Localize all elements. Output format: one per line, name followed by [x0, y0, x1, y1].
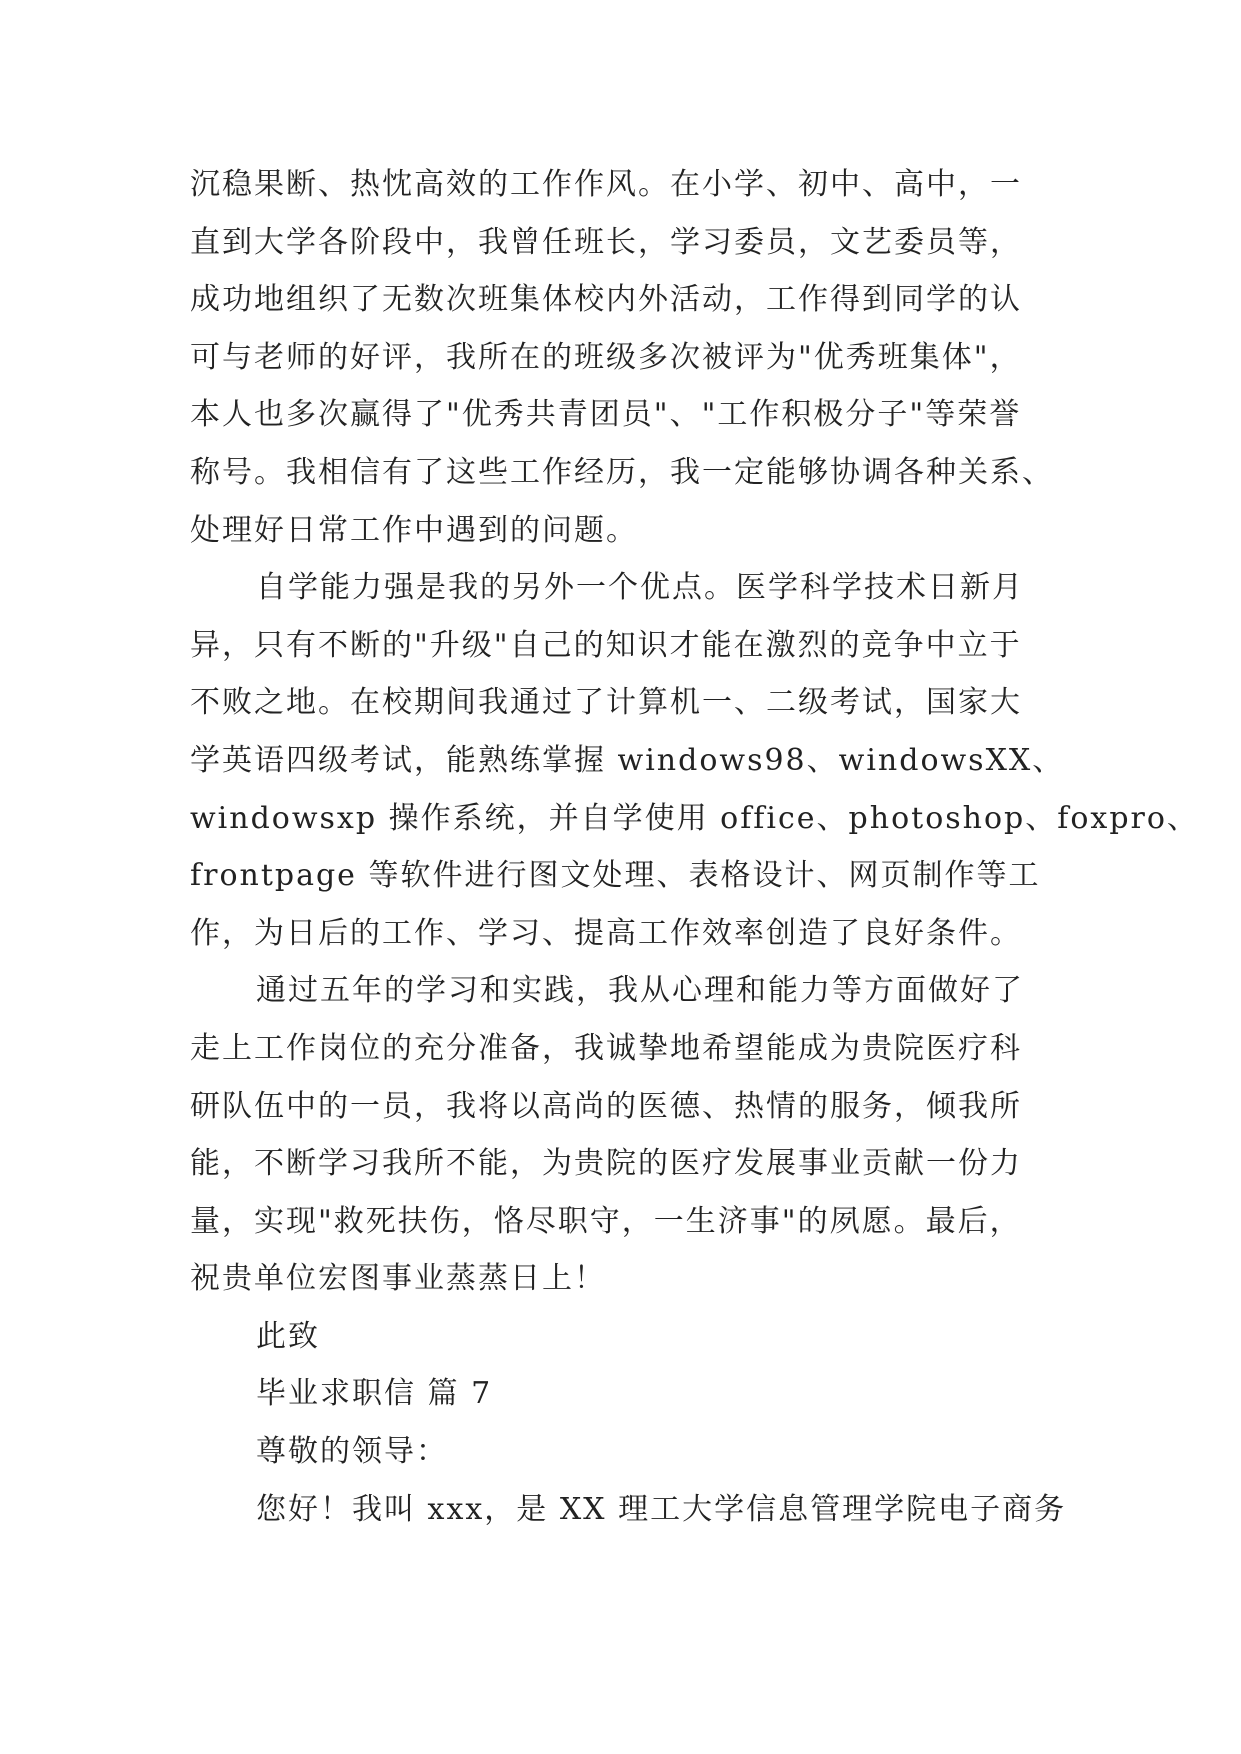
text-line: 学英语四级考试，能熟练掌握 windows98、windowsXX、 [190, 742, 1065, 778]
text-line: 成功地组织了无数次班集体校内外活动，工作得到同学的认 [190, 282, 1022, 318]
text-line: 通过五年的学习和实践，我从心理和能力等方面做好了 [256, 973, 1024, 1009]
text-line: 作，为日后的工作、学习、提高工作效率创造了良好条件。 [190, 915, 1022, 951]
text-line: frontpage 等软件进行图文处理、表格设计、网页制作等工 [190, 858, 1041, 894]
text-line: 直到大学各阶段中，我曾任班长，学习委员，文艺委员等， [190, 224, 1022, 260]
text-line: 可与老师的好评，我所在的班级多次被评为"优秀班集体"， [190, 339, 1022, 375]
text-line: 此致 [256, 1318, 320, 1354]
text-line: 量，实现"救死扶伤，恪尽职守，一生济事"的夙愿。最后， [190, 1203, 1022, 1239]
text-line: 不败之地。在校期间我通过了计算机一、二级考试，国家大 [190, 685, 1022, 721]
text-line: 处理好日常工作中遇到的问题。 [190, 512, 638, 548]
text-line: 尊敬的领导： [256, 1434, 448, 1470]
text-line: 走上工作岗位的充分准备，我诚挚地希望能成为贵院医疗科 [190, 1030, 1022, 1066]
document-body [190, 156, 1199, 1538]
text-line: 研队伍中的一员，我将以高尚的医德、热情的服务，倾我所 [190, 1088, 1022, 1124]
text-line: 自学能力强是我的另外一个优点。医学科学技术日新月 [256, 570, 1024, 606]
text-line: 本人也多次赢得了"优秀共青团员"、"工作积极分子"等荣誉 [190, 397, 1022, 433]
text-line: 您好！我叫 xxx，是 XX 理工大学信息管理学院电子商务 [256, 1491, 1067, 1527]
text-line: 祝贵单位宏图事业蒸蒸日上！ [190, 1261, 606, 1297]
text-line: 能，不断学习我所不能，为贵院的医疗发展事业贡献一份力 [190, 1146, 1022, 1182]
text-line: 毕业求职信 篇 7 [256, 1376, 493, 1412]
text-line: 异，只有不断的"升级"自己的知识才能在激烈的竞争中立于 [190, 627, 1022, 663]
text-line: 沉稳果断、热忱高效的工作作风。在小学、初中、高中，一 [190, 167, 1022, 202]
text-line: windowsxp 操作系统，并自学使用 office、photoshop、foxpro、 [190, 800, 1199, 836]
text-line: 称号。我相信有了这些工作经历，我一定能够协调各种关系、 [190, 454, 1054, 490]
